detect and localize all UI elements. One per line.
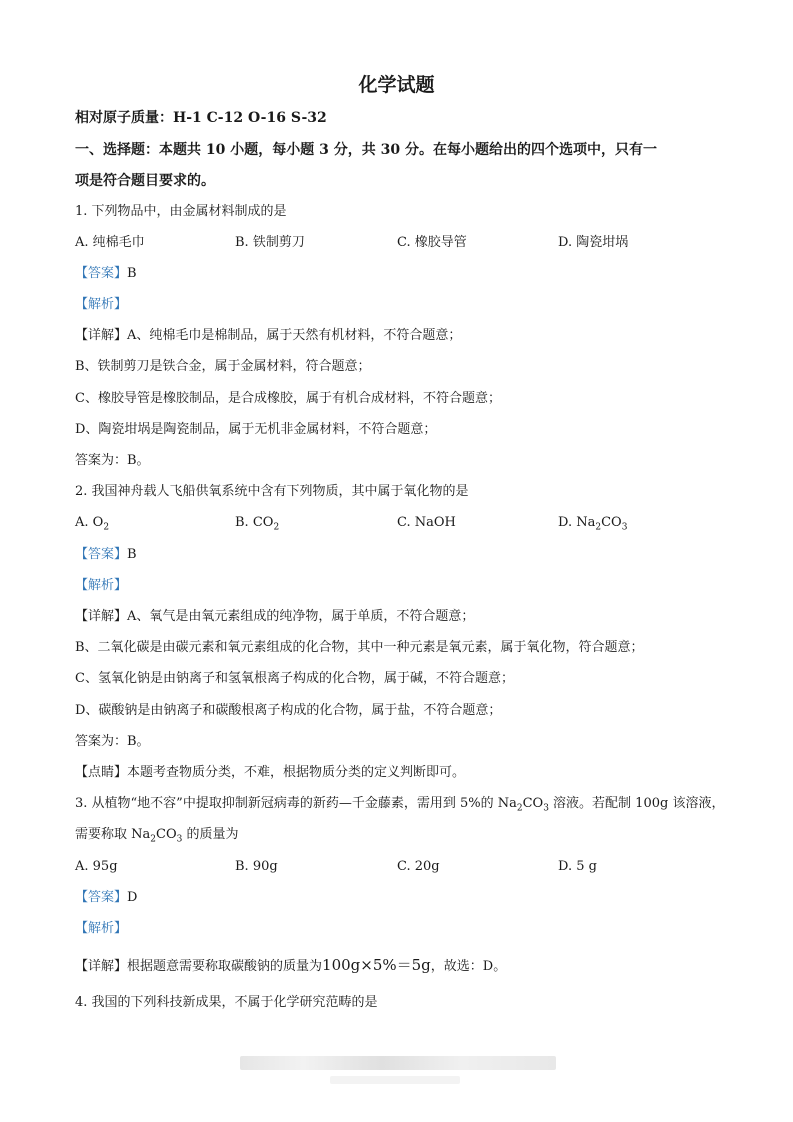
q1-option-b: B. 铁制剪刀 [235,235,305,250]
analysis-tag: 【解析】 [75,921,128,936]
q2-option-a [75,513,109,538]
q3-analysis [75,919,127,939]
q3-stem2-sub2: 3 [176,834,183,845]
q2-detail-b: B、二氧化碳是由碳元素和氧元素组成的化合物，其中一种元素是氧元素，属于氧化物，符合题意； [75,640,644,655]
q3-stem2-post: 的质量为 [182,827,239,842]
q2-option-a-text: A. O [75,515,104,530]
q2-option-b [235,513,279,538]
q3-answer-value: D [127,890,138,905]
q1-answer [75,264,137,284]
q3-stem-line1 [75,794,724,819]
q2-comment [75,763,465,783]
q3-stem1-post: 溶液。若配制 100g 该溶液， [548,796,725,811]
q3-option-d: D. 5 g [558,859,597,874]
q2-detail-d: D、碳酸钠是由钠离子和碳酸根离子构成的化合物，属于盐，不符合题意； [75,703,502,718]
q3-stem1-sub2: 3 [543,803,549,814]
q1-stem: 1. 下列物品中，由金属材料制成的是 [75,204,287,219]
q2-option-c: C. NaOH [397,515,456,530]
answer-tag: 【答案】 [75,547,128,562]
q2-option-d [558,513,627,538]
q2-detail-c: C、氢氧化钠是由钠离子和氢氧根离子构成的化合物，属于碱，不符合题意； [75,671,514,686]
q1-conclusion: 答案为：B。 [75,453,150,468]
q2-stem: 2. 我国神舟载人飞船供氧系统中含有下列物质，其中属于氧化物的是 [75,484,469,499]
page-title: 化学试题 [358,74,435,96]
q3-stem1-sub1: 2 [516,803,523,814]
q1-detail-c: C、橡胶导管是橡胶制品，是合成橡胶，属于有机合成材料，不符合题意； [75,391,501,406]
q3-detail-post: ，故选：D。 [430,959,507,974]
q2-answer-value: B [127,547,137,562]
q2-comment-text: 本题考查物质分类，不难，根据物质分类的定义判断即可。 [127,765,466,780]
answer-tag: 【答案】 [75,890,128,905]
blurred-footer-watermark [240,1056,556,1070]
detail-tag: 【详解】 [75,609,128,624]
q2-option-b-text: B. CO [235,515,274,530]
q1-option-c: C. 橡胶导管 [397,235,467,250]
q2-option-a-sub: 2 [103,522,110,533]
q1-detail-a-text: A、纯棉毛巾是棉制品，属于天然有机材料，不符合题意； [127,328,462,343]
q1-analysis [75,295,127,315]
q2-option-d-sub2: 3 [621,522,628,533]
answer-tag: 【答案】 [75,266,128,281]
q2-option-d-text: D. Na [558,515,596,530]
q3-formula: 100g×5%＝5g [322,956,431,974]
q2-detail-a-text: A、氧气是由氧元素组成的纯净物，属于单质，不符合题意； [127,609,475,624]
section-instructions-line2: 项是符合题目要求的。 [75,173,215,189]
atomic-mass-line: 相对原子质量：H-1 C-12 O-16 S-32 [75,110,327,126]
q2-detail-a [75,607,474,627]
analysis-tag: 【解析】 [75,578,128,593]
q3-stem2-sub1: 2 [150,834,156,845]
q1-option-a: A. 纯棉毛巾 [75,235,145,250]
q3-stem1-pre: 3. 从植物“地不容”中提取抑制新冠病毒的新药—千金藤素，需用到 5%的 Na [75,796,517,811]
q3-detail [75,955,506,977]
q1-detail-d: D、陶瓷坩埚是陶瓷制品，属于无机非金属材料，不符合题意； [75,422,437,437]
q3-answer [75,888,137,908]
q3-stem2-pre: 需要称取 Na [75,827,151,842]
comment-tag: 【点睛】 [75,765,128,780]
q4-stem: 4. 我国的下列科技新成果，不属于化学研究范畴的是 [75,995,378,1010]
q1-detail-b: B、铁制剪刀是铁合金，属于金属材料，符合题意； [75,359,371,374]
detail-tag: 【详解】 [75,959,128,974]
q1-detail-a [75,326,461,346]
q3-stem2-mid: CO [156,827,177,842]
section-instructions-line1: 一、选择题：本题共 10 小题，每小题 3 分，共 30 分。在每小题给出的四个选项中，只有一 [75,142,657,158]
q3-option-c: C. 20g [397,859,440,874]
q2-conclusion: 答案为：B。 [75,734,150,749]
q2-option-d-sub1: 2 [595,522,602,533]
q2-analysis [75,576,127,596]
q3-stem1-mid: CO [522,796,544,811]
q2-option-b-sub: 2 [273,522,280,533]
q3-option-b: B. 90g [235,859,278,874]
q3-detail-pre: 根据题意需要称取碳酸钠的质量为 [127,959,323,974]
q3-option-a: A. 95g [75,859,118,874]
analysis-tag: 【解析】 [75,297,128,312]
q3-stem-line2 [75,825,238,850]
detail-tag: 【详解】 [75,328,128,343]
q2-option-d-mid: CO [601,515,622,530]
q1-answer-value: B [127,266,137,281]
q2-answer [75,545,137,565]
q1-option-d: D. 陶瓷坩埚 [558,235,629,250]
blurred-footer-watermark-line2 [330,1076,460,1084]
